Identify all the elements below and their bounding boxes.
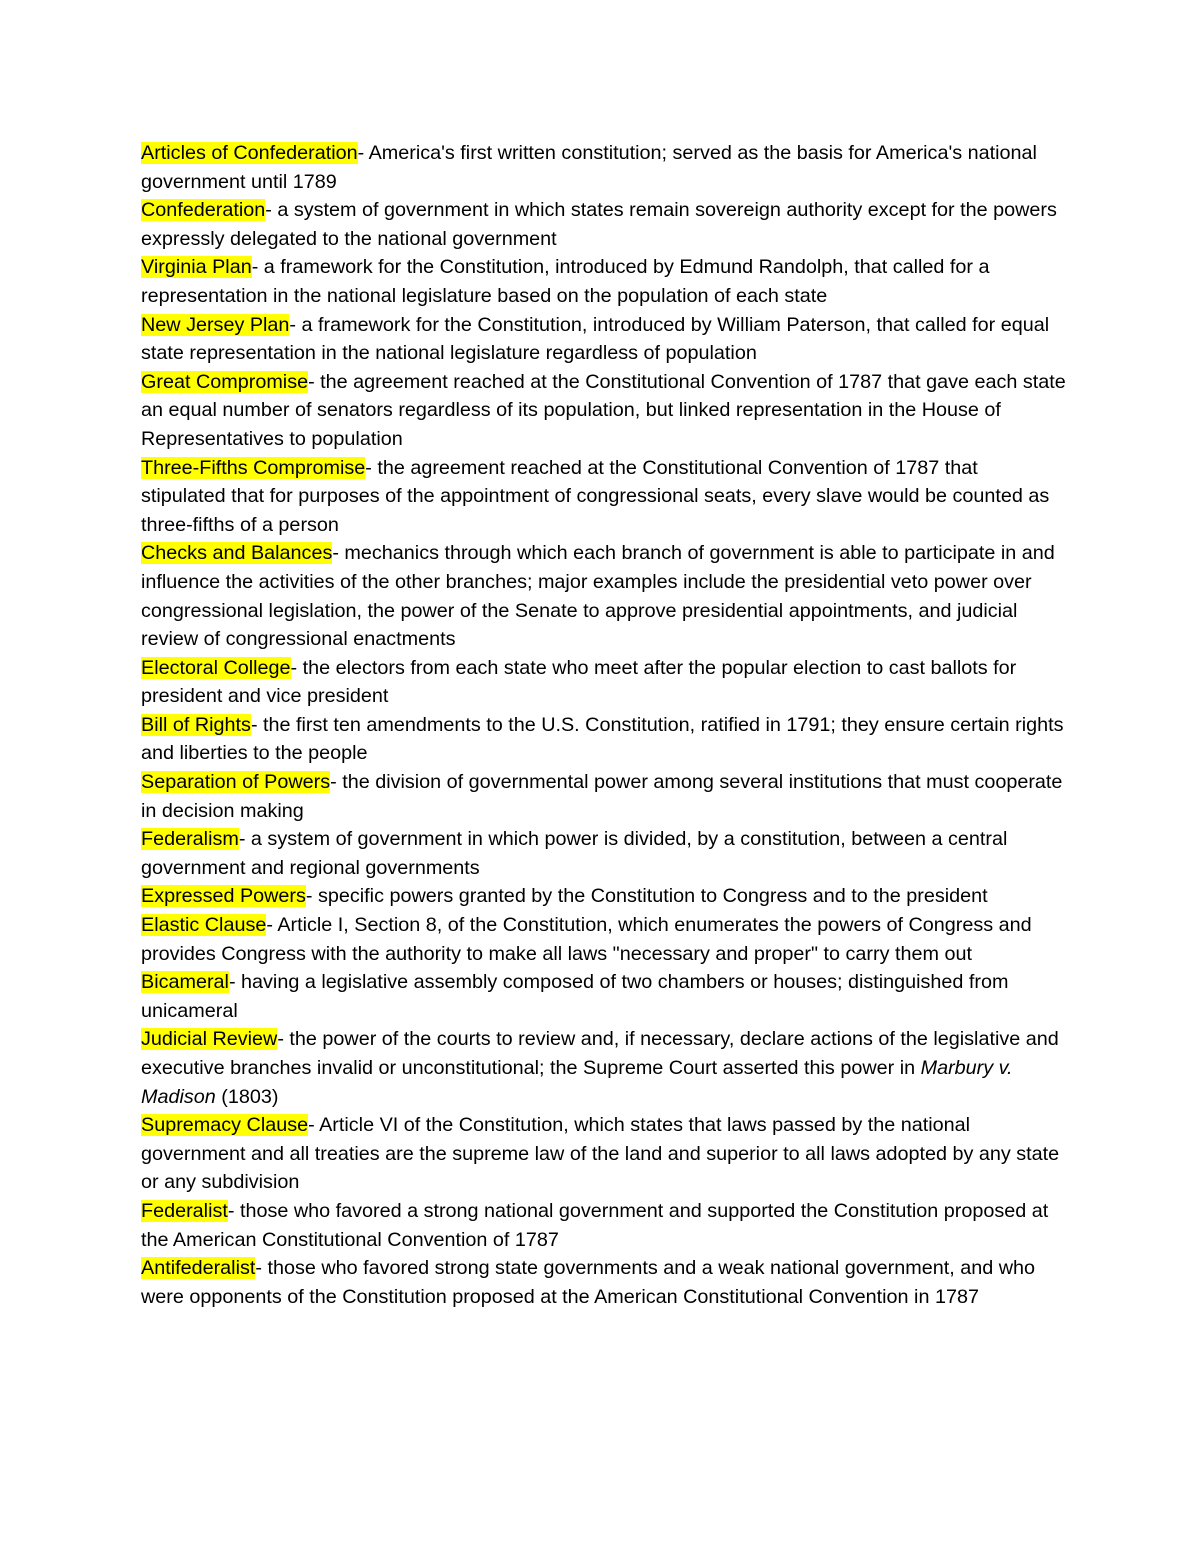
definition: - the power of the courts to review and, if necessary, declare actions of the legislative and executive branches invalid or unconstitutional; the Supreme Court asserted this power in bbox=[141, 1028, 1059, 1079]
term: Confederation bbox=[141, 199, 266, 222]
term: Federalism bbox=[141, 828, 239, 851]
term: Expressed Powers bbox=[141, 885, 306, 908]
glossary-entry-virginia-plan bbox=[141, 253, 1066, 310]
term: Bicameral bbox=[141, 971, 229, 994]
glossary-entry-new-jersey-plan bbox=[141, 311, 1066, 368]
definition: - Article I, Section 8, of the Constitution, which enumerates the powers of Congress and provides Congress with the authority to make all laws "necessary and proper" to carry them out bbox=[141, 914, 1032, 965]
glossary-entry-elastic-clause bbox=[141, 911, 1066, 968]
term: Electoral College bbox=[141, 656, 291, 679]
glossary-entry-antifederalist bbox=[141, 1254, 1066, 1311]
definition: - a framework for the Constitution, introduced by William Paterson, that called for equal state representation in the national legislature regardless of population bbox=[141, 313, 1050, 365]
term: New Jersey Plan bbox=[141, 313, 290, 336]
definition: - those who favored strong state governments and a weak national government, and who were opponents of the Constitution proposed at the American Constitutional Convention in 1787 bbox=[141, 1257, 1035, 1308]
term: Virginia Plan bbox=[141, 256, 252, 279]
term: Judicial Review bbox=[141, 1028, 278, 1051]
glossary-entry-bicameral bbox=[141, 968, 1066, 1025]
definition: - the electors from each state who meet after the popular election to cast ballots for president and vice president bbox=[141, 656, 1017, 708]
glossary-entry-federalism bbox=[141, 825, 1066, 882]
term: Elastic Clause bbox=[141, 914, 267, 937]
glossary-entry-three-fifths-compromise bbox=[141, 454, 1066, 540]
definition-tail: (1803) bbox=[215, 1085, 279, 1108]
definition: - the agreement reached at the Constitutional Convention of 1787 that gave each state an equal number of senators regardless of its population, but linked representation in the House of Representatives to population bbox=[141, 370, 1066, 450]
definition: - the division of governmental power among several institutions that must cooperate in decision making bbox=[141, 771, 1063, 822]
glossary-entry-electoral-college bbox=[141, 654, 1066, 711]
glossary-entry-articles-of-confederation bbox=[141, 139, 1066, 196]
definition: - a system of government in which power is divided, by a constitution, between a central government and regional governments bbox=[141, 828, 1008, 879]
term: Three-Fifths Compromise bbox=[141, 456, 366, 479]
term: Checks and Balances bbox=[141, 542, 333, 565]
glossary-entry-expressed-powers bbox=[141, 882, 1066, 911]
term: Separation of Powers bbox=[141, 771, 331, 794]
term: Great Compromise bbox=[141, 370, 309, 393]
term: Supremacy Clause bbox=[141, 1114, 309, 1137]
definition: - a system of government in which states remain sovereign authority except for the powers expressly delegated to the national government bbox=[141, 199, 1057, 250]
glossary-entry-confederation bbox=[141, 196, 1066, 253]
definition: - those who favored a strong national government and supported the Constitution proposed at the American Constitutional Convention of 1787 bbox=[141, 1199, 1049, 1251]
glossary-entry-federalist bbox=[141, 1197, 1066, 1254]
glossary-entry-bill-of-rights bbox=[141, 711, 1066, 768]
definition: - Article VI of the Constitution, which states that laws passed by the national government and all treaties are the supreme law of the land and superior to all laws adopted by any state or any subdivision bbox=[141, 1114, 1060, 1194]
glossary-entry-checks-and-balances bbox=[141, 539, 1066, 653]
term: Bill of Rights bbox=[141, 713, 251, 736]
glossary-entry-separation-of-powers bbox=[141, 768, 1066, 825]
glossary-entry-great-compromise bbox=[141, 368, 1066, 454]
definition: - specific powers granted by the Constitution to Congress and to the president bbox=[305, 885, 988, 908]
definition: - a framework for the Constitution, introduced by Edmund Randolph, that called for a representation in the national legislature based on the population of each state bbox=[141, 256, 990, 307]
term: Antifederalist bbox=[141, 1257, 256, 1280]
document-page bbox=[141, 139, 1066, 1311]
definition: - America's first written constitution; served as the basis for America's national government until 1789 bbox=[141, 142, 1037, 193]
term: Articles of Confederation bbox=[141, 142, 358, 164]
definition: - the agreement reached at the Constitutional Convention of 1787 that stipulated that for purposes of the appointment of congressional seats, every slave would be counted as three-fifths of a person bbox=[141, 456, 1050, 536]
definition: - having a legislative assembly composed of two chambers or houses; distinguished from unicameral bbox=[141, 971, 1009, 1022]
case-name-italic: Marbury v. Madison bbox=[141, 1057, 1013, 1108]
glossary-entry-supremacy-clause bbox=[141, 1111, 1066, 1197]
glossary-entry-judicial-review bbox=[141, 1025, 1066, 1111]
definition: - mechanics through which each branch of government is able to participate in and influence the activities of the other branches; major examples include the presidential veto power over congressional legislation, the power of the Senate to approve presidential appointments, and judicial review of congressional enactments bbox=[141, 542, 1055, 651]
term: Federalist bbox=[141, 1199, 228, 1222]
definition: - the first ten amendments to the U.S. Constitution, ratified in 1791; they ensure certain rights and liberties to the people bbox=[141, 713, 1064, 765]
